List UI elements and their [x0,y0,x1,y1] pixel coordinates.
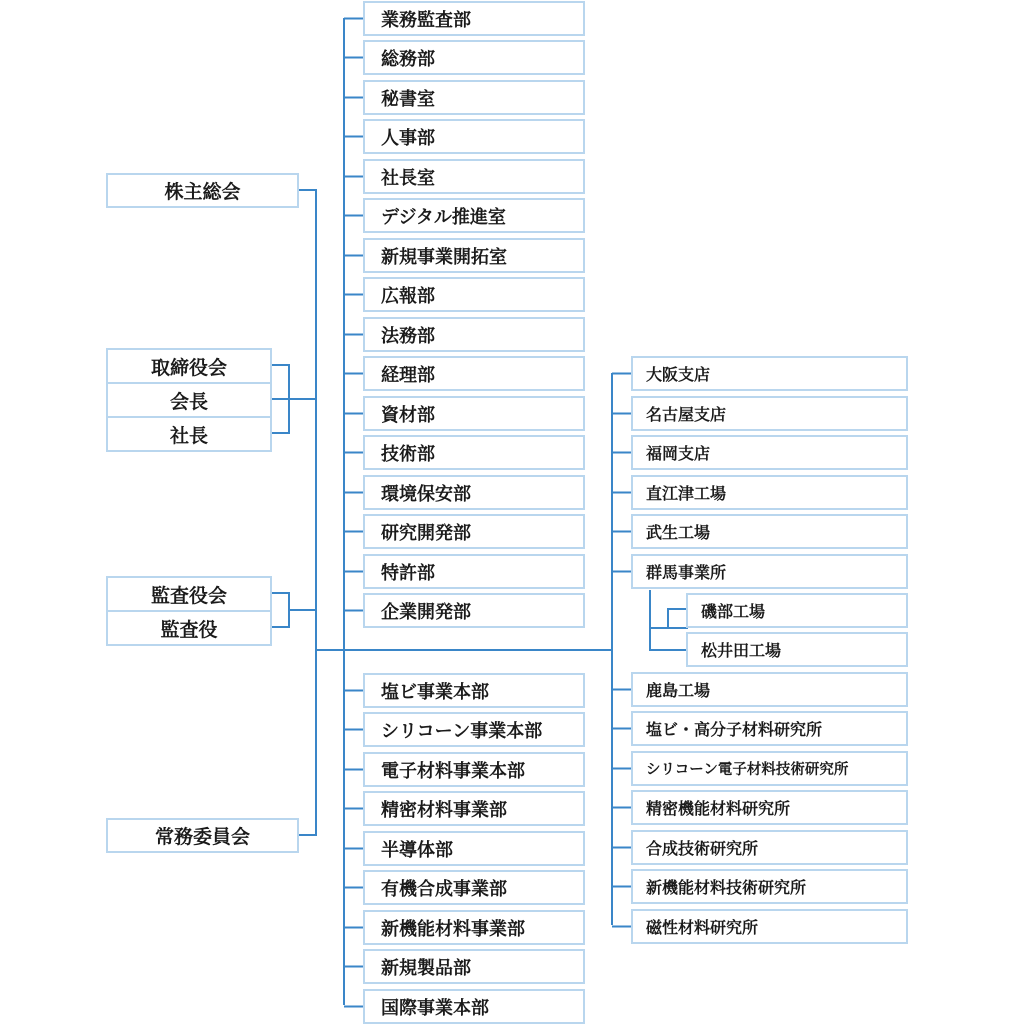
gunma-sub-site-box: 松井田工場 [686,632,908,667]
dept-box: 法務部 [363,317,585,352]
site-box: 福岡支店 [631,435,908,470]
site-box: 磁性材料研究所 [631,909,908,944]
dept-box: 秘書室 [363,80,585,115]
site-box: 精密機能材料研究所 [631,790,908,825]
site-box: 名古屋支店 [631,396,908,431]
dept-box: 技術部 [363,435,585,470]
dept-box: デジタル推進室 [363,198,585,233]
site-box: シリコーン電子材料技術研究所 [631,751,908,786]
audit-board-box: 監査役会 [106,576,272,612]
dept-box: 広報部 [363,277,585,312]
site-box: 直江津工場 [631,475,908,510]
division-box: 新規製品部 [363,949,585,984]
dept-box: 業務監査部 [363,1,585,36]
executive-committee-box: 常務委員会 [106,818,299,853]
site-box: 新機能材料技術研究所 [631,869,908,904]
connector-shareholders [298,190,316,835]
auditor-box: 監査役 [106,610,272,646]
dept-box: 研究開発部 [363,514,585,549]
dept-box: 経理部 [363,356,585,391]
dept-box: 人事部 [363,119,585,154]
division-box: 有機合成事業部 [363,870,585,905]
division-box: 精密材料事業部 [363,791,585,826]
site-box: 合成技術研究所 [631,830,908,865]
dept-box: 資材部 [363,396,585,431]
site-box: 大阪支店 [631,356,908,391]
division-box: 半導体部 [363,831,585,866]
division-box: シリコーン事業本部 [363,712,585,747]
connector-audit-bracket [271,593,316,627]
site-box: 群馬事業所 [631,554,908,589]
shareholders-box: 株主総会 [106,173,299,208]
connector-gunma-sub [650,590,688,650]
division-box: 電子材料事業本部 [363,752,585,787]
dept-box: 環境保安部 [363,475,585,510]
dept-box: 社長室 [363,159,585,194]
division-box: 国際事業本部 [363,989,585,1024]
site-box: 塩ビ・高分子材料研究所 [631,711,908,746]
connector-board-bracket [271,365,316,433]
dept-box: 企業開発部 [363,593,585,628]
president-box: 社長 [106,416,272,452]
dept-box: 総務部 [363,40,585,75]
division-box: 新機能材料事業部 [363,910,585,945]
chairman-box: 会長 [106,382,272,418]
dept-box: 特許部 [363,554,585,589]
gunma-sub-site-box: 磯部工場 [686,593,908,628]
site-box: 武生工場 [631,514,908,549]
dept-box: 新規事業開拓室 [363,238,585,273]
division-box: 塩ビ事業本部 [363,673,585,708]
site-box: 鹿島工場 [631,672,908,707]
board-box: 取締役会 [106,348,272,384]
